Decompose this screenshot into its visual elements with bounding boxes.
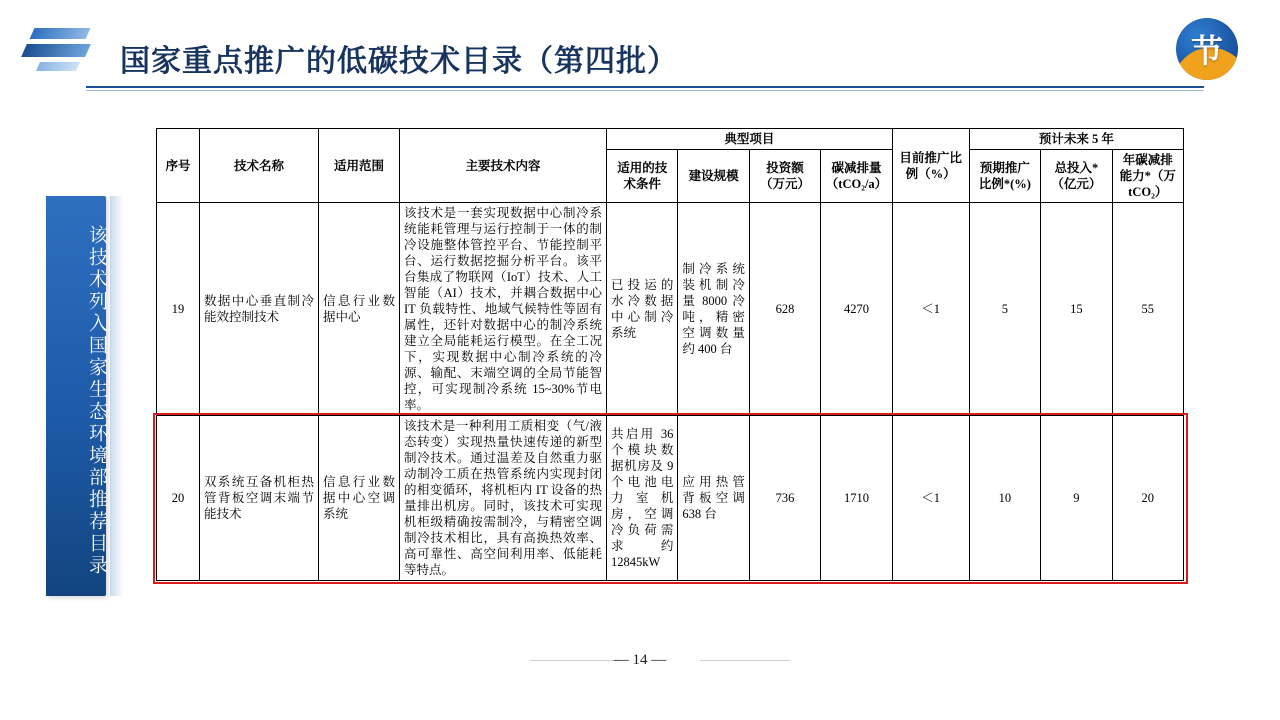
cell-reduction: 1710 [821, 416, 892, 581]
cell-content: 该技术是一种利用工质相变（气/液态转变）实现热量快速传递的新型制冷技术。通过温差及自然重力驱动制冷工质在热管系统内实现封闭的相变循环，将机柜内 IT 设备的热量排出机房。同时，该技术可实现机柜级精确按需制冷，与精密空调制冷技术相比，具有高换热效率、高可靠性、高空间利用率、低能耗等特点。 [400, 416, 607, 581]
technology-catalog-table-wrap [156, 128, 1184, 581]
cell-seq: 19 [157, 203, 200, 416]
th-investment: 投资额（万元） [749, 150, 820, 203]
cell-current-ratio: ＜1 [892, 416, 969, 581]
cell-content: 该技术是一套实现数据中心制冷系统能耗管理与运行控制于一体的制冷设施整体管控平台、节能控制平台、运行数据挖掘分析平台。该平台集成了物联网（IoT）技术、人工智能（AI）技术，并耦合数据中心 IT 负载特性、地域气候特性等固有属性，还针对数据中心的制冷系统建立全局能耗运行模型。在全工况下，实现数据中心制冷系统的冷源、输配、末端空调的全局节能智控，可实现制冷系统 15~30%节电率。 [400, 203, 607, 416]
header-divider-secondary [86, 90, 1204, 91]
th-annual-capacity: 年碳减排能力*（万 tCO₂） [1112, 150, 1183, 203]
cell-annual-capacity: 20 [1112, 416, 1183, 581]
footer [0, 652, 1280, 669]
th-total-input: 总投入*（亿元） [1041, 150, 1112, 203]
cell-current-ratio: ＜1 [892, 203, 969, 416]
cell-seq: 20 [157, 416, 200, 581]
page-title: 国家重点推广的低碳技术目录（第四批） [120, 45, 678, 78]
institution-logo [1176, 18, 1238, 80]
table-head [157, 129, 1184, 203]
th-scope: 适用范围 [319, 129, 400, 203]
logo-glyph: 节 [1190, 33, 1223, 69]
th-expected-ratio: 预期推广比例*(%) [969, 150, 1040, 203]
table-row [157, 203, 1184, 416]
table-header-row-1 [157, 129, 1184, 150]
table-row [157, 416, 1184, 581]
cell-name: 双系统互备机柜热管背板空调末端节能技术 [200, 416, 319, 581]
cell-total-input: 9 [1041, 416, 1112, 581]
side-banner-label: 该技术列入国家生态环境部推荐目录 [86, 225, 107, 577]
cell-investment: 736 [749, 416, 820, 581]
cell-scale: 制冷系统装机制冷量 8000 冷吨，精密空调数量约 400 台 [678, 203, 749, 416]
cell-scope: 信息行业数据中心 [319, 203, 400, 416]
cell-reduction: 4270 [821, 203, 892, 416]
decorative-arrow-icon [22, 22, 102, 80]
table-body [157, 203, 1184, 581]
th-reduction: 碳减排量（tCO₂/a） [821, 150, 892, 203]
side-banner [46, 196, 106, 596]
cell-annual-capacity: 55 [1112, 203, 1183, 416]
cell-investment: 628 [749, 203, 820, 416]
th-seq: 序号 [157, 129, 200, 203]
cell-condition: 共启用 36 个模块数据机房及 9 个电池电力室机房，空调冷负荷需求约 12845kW [607, 416, 678, 581]
cell-condition: 已投运的水冷数据中心制冷系统 [607, 203, 678, 416]
th-group-future: 预计未来 5 年 [969, 129, 1183, 150]
cell-scale: 应用热管背板空调 638 台 [678, 416, 749, 581]
th-current-ratio: 目前推广比例（%） [892, 129, 969, 203]
cell-scope: 信息行业数据中心空调系统 [319, 416, 400, 581]
technology-catalog-table [156, 128, 1184, 581]
page-number: — 14 — [613, 652, 667, 668]
cell-name: 数据中心垂直制冷能效控制技术 [200, 203, 319, 416]
th-scale: 建设规模 [678, 150, 749, 203]
th-content: 主要技术内容 [400, 129, 607, 203]
side-banner-shadow [110, 196, 124, 596]
cell-expected-ratio: 10 [969, 416, 1040, 581]
slide-header [0, 0, 1280, 96]
th-group-typical: 典型项目 [607, 129, 893, 150]
cell-total-input: 15 [1041, 203, 1112, 416]
header-divider [86, 86, 1204, 88]
th-condition: 适用的技术条件 [607, 150, 678, 203]
th-name: 技术名称 [200, 129, 319, 203]
cell-expected-ratio: 5 [969, 203, 1040, 416]
